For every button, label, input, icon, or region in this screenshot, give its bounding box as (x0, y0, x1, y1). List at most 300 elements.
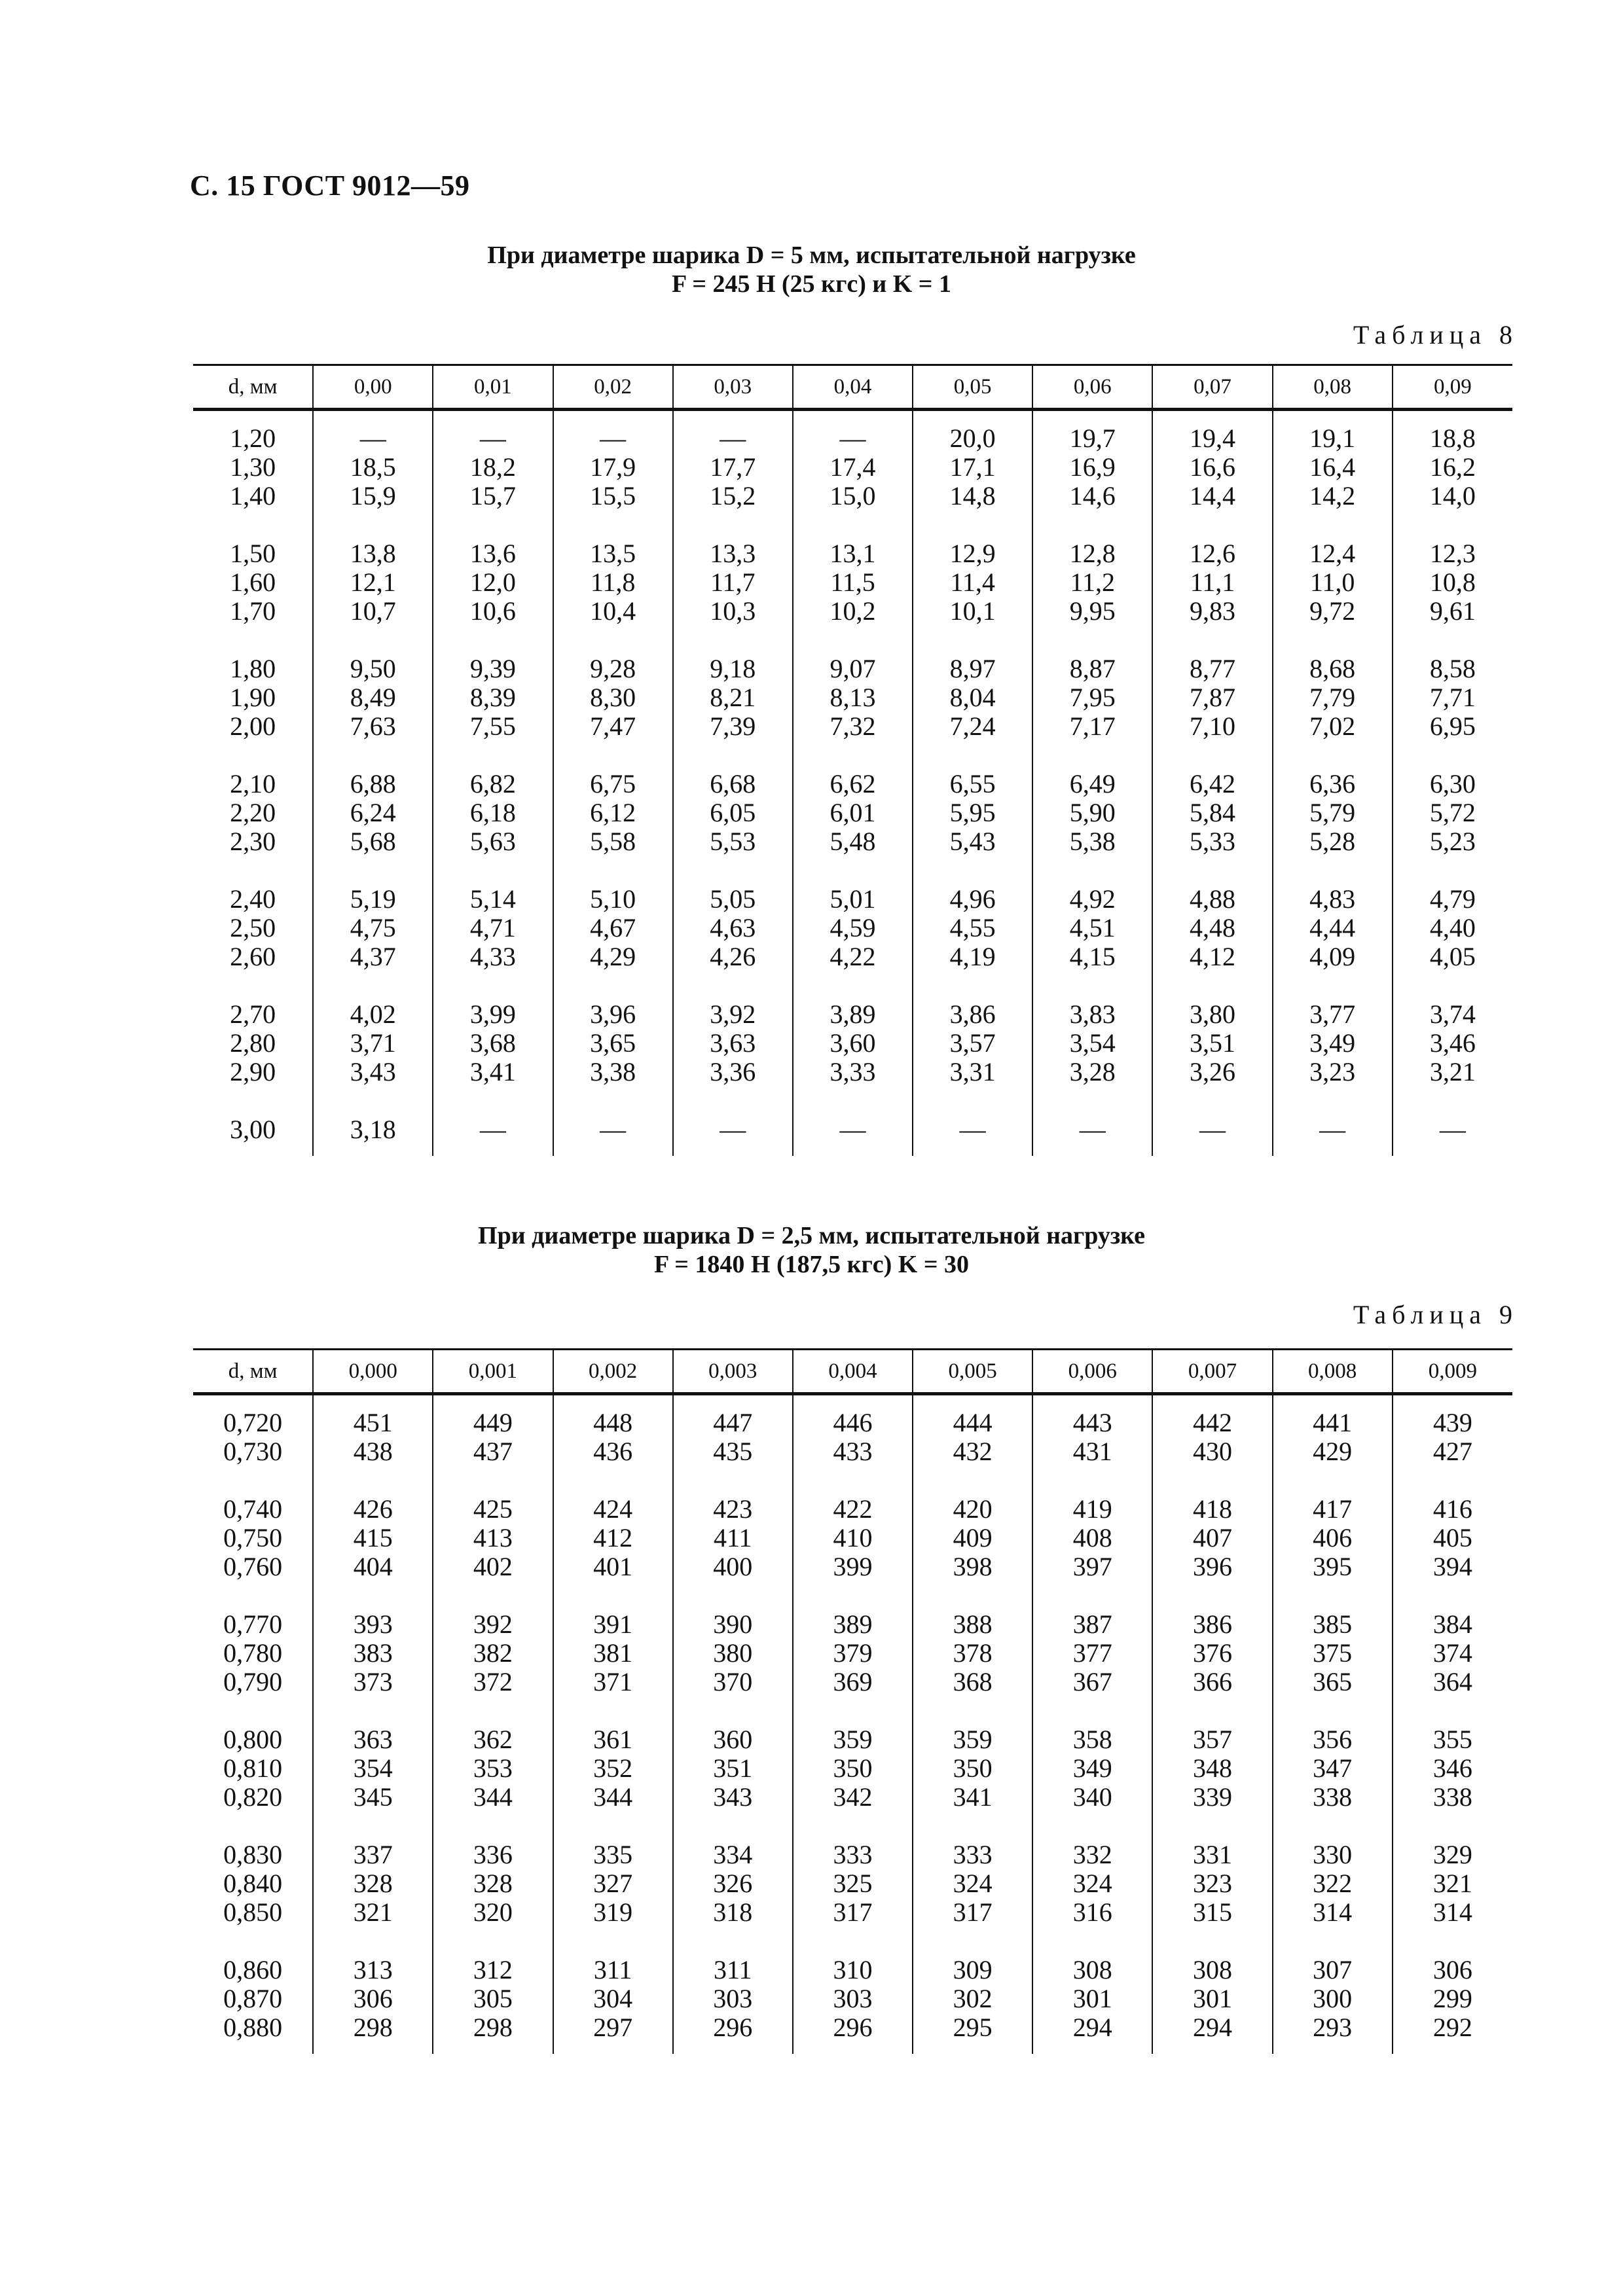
spacer-cell (1032, 1581, 1152, 1610)
hardness-cell: 5,01 (793, 885, 913, 914)
hardness-cell: 381 (553, 1639, 673, 1668)
spacer-cell (193, 1466, 313, 1495)
row-diameter-cell: 0,740 (223, 1494, 283, 1524)
hardness-cell: 301 (1152, 1984, 1272, 2013)
hardness-cell: 331 (1152, 1840, 1272, 1869)
hardness-cell: 10,1 (913, 597, 1032, 626)
column-header: 0,09 (1393, 365, 1512, 410)
table8-label: Таблица 8 (1353, 320, 1518, 350)
hardness-cell: 17,4 (793, 453, 913, 482)
hardness-cell: 4,15 (1032, 942, 1152, 971)
hardness-cell: 425 (433, 1495, 553, 1524)
hardness-cell: — (913, 1115, 1032, 1156)
spacer-cell (553, 511, 673, 539)
hardness-cell: 13,8 (313, 539, 433, 568)
spacer-cell (433, 1812, 553, 1840)
hardness-cell: 334 (673, 1840, 793, 1869)
spacer-cell (433, 741, 553, 770)
hardness-cell: 7,47 (553, 712, 673, 741)
spacer-cell (313, 1466, 433, 1495)
hardness-cell: 438 (313, 1437, 433, 1466)
hardness-cell: 329 (1393, 1840, 1512, 1869)
table-row (193, 798, 1512, 827)
spacer-cell (1032, 626, 1152, 655)
spacer-cell (1152, 1086, 1272, 1115)
table-row (193, 1552, 1512, 1581)
spacer-cell (1393, 971, 1512, 1000)
hardness-cell: 3,86 (913, 1000, 1032, 1029)
table-row (193, 655, 1512, 683)
hardness-cell: 355 (1393, 1725, 1512, 1754)
spacer-cell (553, 626, 673, 655)
hardness-cell: 8,39 (433, 683, 553, 712)
table8 (193, 364, 1512, 1156)
hardness-cell: 3,99 (433, 1000, 553, 1029)
spacer-cell (193, 1696, 313, 1725)
row-diameter-cell: 0,880 (223, 2013, 283, 2042)
spacer-cell (673, 626, 793, 655)
hardness-cell: 6,75 (553, 770, 673, 798)
hardness-cell: 295 (913, 2013, 1032, 2054)
hardness-cell: 7,71 (1393, 683, 1512, 712)
hardness-cell: — (433, 410, 553, 454)
hardness-cell: 298 (313, 2013, 433, 2054)
hardness-cell: 391 (553, 1610, 673, 1639)
hardness-cell: 18,2 (433, 453, 553, 482)
hardness-cell: 3,68 (433, 1029, 553, 1058)
spacer-cell (793, 1466, 913, 1495)
hardness-cell: 303 (673, 1984, 793, 2013)
hardness-cell: 373 (313, 1668, 433, 1696)
hardness-cell: 19,1 (1273, 410, 1393, 454)
column-header: 0,003 (673, 1350, 793, 1394)
spacer-cell (433, 1581, 553, 1610)
hardness-cell: 432 (913, 1437, 1032, 1466)
hardness-cell: 5,63 (433, 827, 553, 856)
spacer-cell (1273, 1927, 1393, 1956)
hardness-cell: 13,6 (433, 539, 553, 568)
hardness-cell: 9,95 (1032, 597, 1152, 626)
hardness-cell: 376 (1152, 1639, 1272, 1668)
hardness-cell: 12,3 (1393, 539, 1512, 568)
spacer-cell (433, 626, 553, 655)
hardness-cell: 311 (673, 1956, 793, 1984)
hardness-cell: 3,63 (673, 1029, 793, 1058)
hardness-cell: 309 (913, 1956, 1032, 1984)
hardness-cell: 402 (433, 1552, 553, 1581)
hardness-cell: 293 (1273, 2013, 1393, 2054)
hardness-cell: 6,05 (673, 798, 793, 827)
hardness-cell: 365 (1273, 1668, 1393, 1696)
hardness-cell: 15,7 (433, 482, 553, 511)
hardness-cell: 427 (1393, 1437, 1512, 1466)
group-spacer (193, 1581, 1512, 1610)
hardness-cell: 366 (1152, 1668, 1272, 1696)
hardness-cell: 6,62 (793, 770, 913, 798)
spacer-cell (193, 511, 313, 539)
hardness-cell: 5,19 (313, 885, 433, 914)
row-diameter-cell: 2,20 (230, 798, 276, 827)
hardness-cell: 12,0 (433, 568, 553, 597)
hardness-cell: 11,2 (1032, 568, 1152, 597)
hardness-cell: 386 (1152, 1610, 1272, 1639)
hardness-cell: 356 (1273, 1725, 1393, 1754)
hardness-cell: 4,12 (1152, 942, 1272, 971)
hardness-cell: 3,23 (1273, 1058, 1393, 1086)
hardness-cell: 4,40 (1393, 914, 1512, 942)
row-diameter-cell: 2,10 (230, 769, 276, 798)
hardness-cell: 325 (793, 1869, 913, 1898)
hardness-cell: 333 (913, 1840, 1032, 1869)
hardness-cell: 14,0 (1393, 482, 1512, 511)
spacer-cell (553, 1086, 673, 1115)
hardness-cell: 8,04 (913, 683, 1032, 712)
table-row (193, 1115, 1512, 1156)
hardness-cell: 10,3 (673, 597, 793, 626)
hardness-cell: — (1393, 1115, 1512, 1156)
hardness-cell: 9,61 (1393, 597, 1512, 626)
hardness-cell: 305 (433, 1984, 553, 2013)
spacer-cell (1393, 856, 1512, 885)
hardness-cell: 6,24 (313, 798, 433, 827)
hardness-cell: 9,83 (1152, 597, 1272, 626)
hardness-cell: 314 (1273, 1898, 1393, 1927)
hardness-cell: 346 (1393, 1754, 1512, 1783)
hardness-cell: 443 (1032, 1394, 1152, 1438)
hardness-cell: 447 (673, 1394, 793, 1438)
hardness-cell: 408 (1032, 1524, 1152, 1552)
spacer-cell (1152, 511, 1272, 539)
hardness-cell: 360 (673, 1725, 793, 1754)
spacer-cell (313, 971, 433, 1000)
hardness-cell: 324 (1032, 1869, 1152, 1898)
hardness-cell: 3,31 (913, 1058, 1032, 1086)
hardness-cell: 299 (1393, 1984, 1512, 2013)
hardness-cell: 300 (1273, 1984, 1393, 2013)
spacer-cell (1273, 741, 1393, 770)
hardness-cell: 3,46 (1393, 1029, 1512, 1058)
spacer-cell (793, 741, 913, 770)
spacer-cell (1273, 1696, 1393, 1725)
spacer-cell (1032, 741, 1152, 770)
row-diameter-cell: 0,760 (223, 1552, 283, 1581)
column-header: 0,07 (1152, 365, 1272, 410)
hardness-cell: — (1152, 1115, 1272, 1156)
hardness-cell: 4,48 (1152, 914, 1272, 942)
table9-label: Таблица 9 (1353, 1300, 1518, 1329)
hardness-cell: 317 (913, 1898, 1032, 1927)
hardness-cell: 345 (313, 1783, 433, 1812)
spacer-cell (433, 1086, 553, 1115)
hardness-cell: 3,18 (313, 1115, 433, 1156)
spacer-cell (793, 626, 913, 655)
hardness-cell: 4,19 (913, 942, 1032, 971)
hardness-cell: 374 (1393, 1639, 1512, 1668)
table-row (193, 1956, 1512, 1984)
group-spacer (193, 1086, 1512, 1115)
hardness-cell: 441 (1273, 1394, 1393, 1438)
hardness-cell: 323 (1152, 1869, 1272, 1898)
hardness-cell: 6,68 (673, 770, 793, 798)
hardness-cell: 4,88 (1152, 885, 1272, 914)
table8-header-row (193, 365, 1512, 410)
table-row (193, 482, 1512, 511)
hardness-cell: 301 (1032, 1984, 1152, 2013)
hardness-cell: 4,22 (793, 942, 913, 971)
spacer-cell (1273, 626, 1393, 655)
table-row (193, 1869, 1512, 1898)
hardness-cell: 3,89 (793, 1000, 913, 1029)
table-row (193, 597, 1512, 626)
hardness-cell: 16,6 (1152, 453, 1272, 482)
table9-caption (0, 1221, 1623, 1279)
hardness-cell: 409 (913, 1524, 1032, 1552)
spacer-cell (313, 511, 433, 539)
spacer-cell (913, 1581, 1032, 1610)
spacer-cell (1152, 1812, 1272, 1840)
table-row (193, 1898, 1512, 1927)
spacer-cell (1032, 856, 1152, 885)
row-diameter-cell: 2,90 (230, 1057, 276, 1086)
hardness-cell: 7,39 (673, 712, 793, 741)
spacer-cell (193, 741, 313, 770)
hardness-cell: 324 (913, 1869, 1032, 1898)
hardness-cell: 392 (433, 1610, 553, 1639)
hardness-cell: 20,0 (913, 410, 1032, 454)
spacer-cell (913, 626, 1032, 655)
hardness-cell: 3,60 (793, 1029, 913, 1058)
hardness-cell: 442 (1152, 1394, 1272, 1438)
hardness-cell: 372 (433, 1668, 553, 1696)
hardness-cell: 8,97 (913, 655, 1032, 683)
spacer-cell (673, 1581, 793, 1610)
table-row (193, 1058, 1512, 1086)
hardness-cell: 9,28 (553, 655, 673, 683)
hardness-cell: 389 (793, 1610, 913, 1639)
row-diameter-cell: 0,770 (223, 1609, 283, 1639)
hardness-cell: 4,37 (313, 942, 433, 971)
hardness-cell: 321 (313, 1898, 433, 1927)
hardness-cell: 370 (673, 1668, 793, 1696)
hardness-cell: 5,58 (553, 827, 673, 856)
row-diameter-cell: 1,80 (230, 654, 276, 683)
hardness-cell: 379 (793, 1639, 913, 1668)
spacer-cell (313, 1812, 433, 1840)
hardness-cell: 342 (793, 1783, 913, 1812)
hardness-cell: 3,65 (553, 1029, 673, 1058)
hardness-cell: 297 (553, 2013, 673, 2054)
spacer-cell (913, 1927, 1032, 1956)
hardness-cell: 19,7 (1032, 410, 1152, 454)
hardness-cell: 5,33 (1152, 827, 1272, 856)
column-header: 0,008 (1273, 1350, 1393, 1394)
spacer-cell (673, 971, 793, 1000)
hardness-cell: 430 (1152, 1437, 1272, 1466)
spacer-cell (793, 1927, 913, 1956)
spacer-cell (793, 1696, 913, 1725)
spacer-cell (913, 1696, 1032, 1725)
hardness-cell: 14,8 (913, 482, 1032, 511)
hardness-cell: 5,43 (913, 827, 1032, 856)
table8-caption (0, 241, 1623, 298)
row-diameter-cell: 0,810 (223, 1753, 283, 1783)
spacer-cell (553, 1927, 673, 1956)
hardness-cell: 4,29 (553, 942, 673, 971)
hardness-cell: 5,23 (1393, 827, 1512, 856)
hardness-cell: 11,0 (1273, 568, 1393, 597)
spacer-cell (673, 741, 793, 770)
hardness-cell: 4,26 (673, 942, 793, 971)
hardness-cell: 8,30 (553, 683, 673, 712)
hardness-cell: 10,7 (313, 597, 433, 626)
hardness-cell: 416 (1393, 1495, 1512, 1524)
hardness-cell: 307 (1273, 1956, 1393, 1984)
spacer-cell (1152, 856, 1272, 885)
row-diameter-cell: 0,780 (223, 1638, 283, 1668)
hardness-cell: 412 (553, 1524, 673, 1552)
hardness-cell: 296 (793, 2013, 913, 2054)
hardness-cell: 354 (313, 1754, 433, 1783)
hardness-cell: 18,8 (1393, 410, 1512, 454)
hardness-cell: 361 (553, 1725, 673, 1754)
hardness-cell: 7,24 (913, 712, 1032, 741)
hardness-cell: 383 (313, 1639, 433, 1668)
table-row (193, 1437, 1512, 1466)
row-diameter-cell: 2,40 (230, 884, 276, 914)
hardness-cell: 380 (673, 1639, 793, 1668)
spacer-cell (673, 511, 793, 539)
hardness-cell: 431 (1032, 1437, 1152, 1466)
hardness-cell: 448 (553, 1394, 673, 1438)
hardness-cell: 15,9 (313, 482, 433, 511)
hardness-cell: 387 (1032, 1610, 1152, 1639)
spacer-cell (553, 1812, 673, 1840)
hardness-cell: 12,1 (313, 568, 433, 597)
hardness-cell: 8,87 (1032, 655, 1152, 683)
spacer-cell (193, 1812, 313, 1840)
hardness-cell: 292 (1393, 2013, 1512, 2054)
hardness-cell: 340 (1032, 1783, 1152, 1812)
table-row (193, 2013, 1512, 2054)
hardness-cell: 347 (1273, 1754, 1393, 1783)
hardness-cell: 13,3 (673, 539, 793, 568)
hardness-cell: 426 (313, 1495, 433, 1524)
hardness-cell: — (793, 410, 913, 454)
spacer-cell (313, 856, 433, 885)
hardness-cell: — (1273, 1115, 1393, 1156)
hardness-cell: 363 (313, 1725, 433, 1754)
hardness-cell: 332 (1032, 1840, 1152, 1869)
hardness-cell: 7,79 (1273, 683, 1393, 712)
column-header: 0,06 (1032, 365, 1152, 410)
table9 (193, 1348, 1512, 2054)
hardness-cell: 353 (433, 1754, 553, 1783)
table-row (193, 1029, 1512, 1058)
spacer-cell (793, 1581, 913, 1610)
hardness-cell: 395 (1273, 1552, 1393, 1581)
spacer-cell (1152, 971, 1272, 1000)
hardness-cell: 429 (1273, 1437, 1393, 1466)
hardness-cell: 6,01 (793, 798, 913, 827)
hardness-cell: 5,68 (313, 827, 433, 856)
hardness-cell: 404 (313, 1552, 433, 1581)
hardness-cell: 8,68 (1273, 655, 1393, 683)
spacer-cell (1393, 1086, 1512, 1115)
row-diameter-cell: 2,70 (230, 999, 276, 1029)
hardness-cell: 419 (1032, 1495, 1152, 1524)
hardness-cell: 5,05 (673, 885, 793, 914)
hardness-cell: 4,33 (433, 942, 553, 971)
hardness-cell: — (673, 410, 793, 454)
hardness-cell: — (553, 410, 673, 454)
hardness-cell: 4,83 (1273, 885, 1393, 914)
spacer-cell (913, 741, 1032, 770)
hardness-cell: 4,63 (673, 914, 793, 942)
hardness-cell: 10,4 (553, 597, 673, 626)
hardness-cell: 359 (913, 1725, 1032, 1754)
spacer-cell (193, 856, 313, 885)
hardness-cell: 315 (1152, 1898, 1272, 1927)
hardness-cell: 3,26 (1152, 1058, 1272, 1086)
spacer-cell (1273, 1812, 1393, 1840)
row-diameter-cell: 2,00 (230, 711, 276, 741)
spacer-cell (1152, 1466, 1272, 1495)
hardness-cell: 396 (1152, 1552, 1272, 1581)
hardness-cell: 350 (913, 1754, 1032, 1783)
column-header: 0,02 (553, 365, 673, 410)
hardness-cell: — (673, 1115, 793, 1156)
spacer-cell (793, 971, 913, 1000)
column-header: 0,001 (433, 1350, 553, 1394)
spacer-cell (193, 1581, 313, 1610)
hardness-cell: 415 (313, 1524, 433, 1552)
hardness-cell: — (1032, 1115, 1152, 1156)
spacer-cell (553, 741, 673, 770)
group-spacer (193, 741, 1512, 770)
hardness-cell: 397 (1032, 1552, 1152, 1581)
column-header: 0,005 (913, 1350, 1032, 1394)
spacer-cell (433, 1696, 553, 1725)
column-header: 0,08 (1273, 365, 1393, 410)
spacer-cell (793, 511, 913, 539)
spacer-cell (1393, 511, 1512, 539)
hardness-cell: 8,58 (1393, 655, 1512, 683)
spacer-cell (1393, 626, 1512, 655)
hardness-cell: 11,8 (553, 568, 673, 597)
hardness-cell: 3,38 (553, 1058, 673, 1086)
table-row (193, 1000, 1512, 1029)
hardness-cell: 7,63 (313, 712, 433, 741)
spacer-cell (553, 1581, 673, 1610)
spacer-cell (913, 1466, 1032, 1495)
hardness-cell: 417 (1273, 1495, 1393, 1524)
row-diameter-cell: 1,40 (230, 481, 276, 511)
hardness-cell: 4,96 (913, 885, 1032, 914)
hardness-cell: 344 (433, 1783, 553, 1812)
spacer-cell (793, 1086, 913, 1115)
spacer-cell (673, 1086, 793, 1115)
spacer-cell (1393, 1812, 1512, 1840)
spacer-cell (1393, 1927, 1512, 1956)
hardness-cell: 311 (553, 1956, 673, 1984)
table-row (193, 1394, 1512, 1438)
column-header: 0,000 (313, 1350, 433, 1394)
hardness-cell: 318 (673, 1898, 793, 1927)
table-row (193, 1840, 1512, 1869)
hardness-cell: 19,4 (1152, 410, 1272, 454)
hardness-cell: 5,10 (553, 885, 673, 914)
table8-caption-line2: F = 245 Н (25 кгс) и K = 1 (672, 270, 951, 298)
